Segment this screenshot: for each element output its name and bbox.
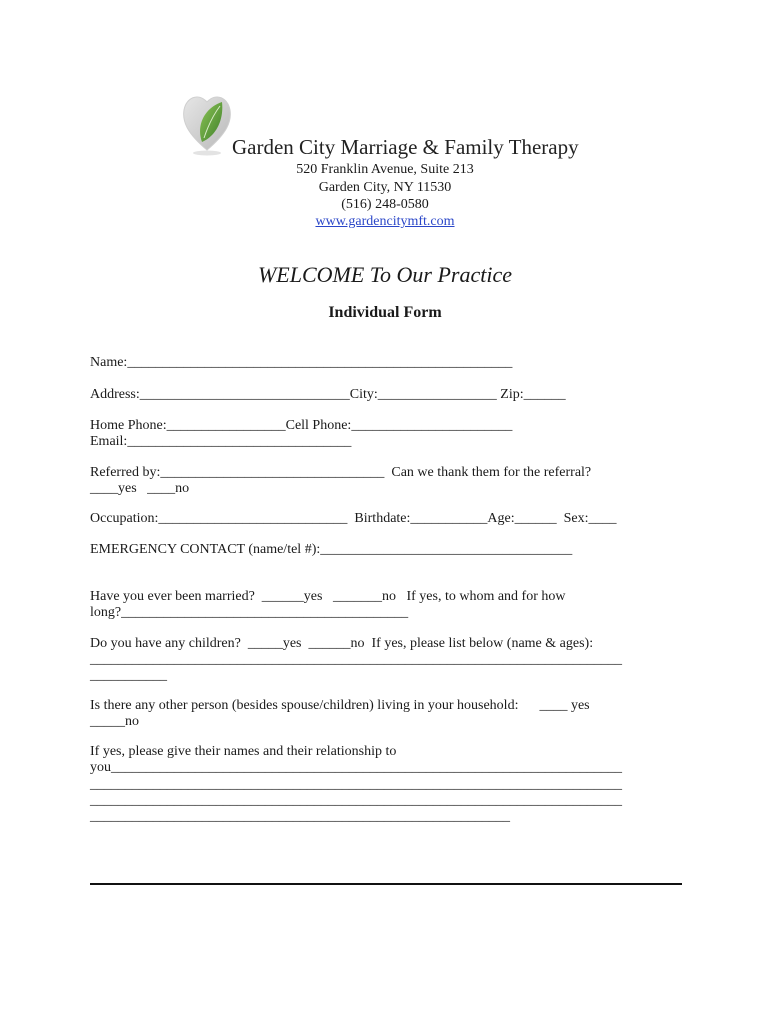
married-details-field[interactable]: long?_________________________________________: [90, 605, 409, 620]
household-names-line-1[interactable]: you_________________________________________________________________________: [90, 760, 622, 775]
emergency-contact-field[interactable]: EMERGENCY CONTACT (name/tel #):____________________________________: [90, 542, 573, 557]
section-divider: [90, 883, 682, 885]
household-names-prompt: If yes, please give their names and their relationship to: [90, 744, 397, 759]
household-names-line-3[interactable]: ____________________________________________________________________________: [90, 793, 622, 808]
form-subtitle: Individual Form: [328, 304, 442, 321]
address-city-zip-field[interactable]: Address:______________________________City:_________________ Zip:______: [90, 387, 566, 402]
practice-name: Garden City Marriage & Family Therapy: [232, 135, 579, 159]
occupation-birthdate-age-sex-field[interactable]: Occupation:___________________________ Birthdate:___________Age:______ Sex:____: [90, 511, 617, 526]
referral-thanks-options[interactable]: ____yes ____no: [90, 481, 190, 496]
address-line-1: 520 Franklin Avenue, Suite 213: [296, 162, 474, 177]
welcome-heading: WELCOME To Our Practice: [257, 262, 512, 287]
household-names-line-4[interactable]: ____________________________________________________________: [90, 809, 510, 824]
household-no-option[interactable]: _____no: [90, 714, 139, 729]
household-names-line-2[interactable]: ____________________________________________________________________________: [90, 777, 622, 792]
married-question[interactable]: Have you ever been married? ______yes _______no If yes, to whom and for how: [90, 589, 566, 604]
heart-leaf-logo-icon: [180, 90, 234, 158]
household-question[interactable]: Is there any other person (besides spouse/children) living in your household: ____ yes: [90, 698, 590, 713]
children-list-line-1[interactable]: ____________________________________________________________________________: [90, 652, 622, 667]
children-question[interactable]: Do you have any children? _____yes ______no If yes, please list below (name & ages):: [90, 636, 594, 651]
email-field[interactable]: Email:________________________________: [90, 434, 352, 449]
address-line-2: Garden City, NY 11530: [318, 180, 452, 195]
name-field[interactable]: Name:_______________________________________________________: [90, 355, 513, 370]
referred-by-field[interactable]: Referred by:________________________________ Can we thank them for the referral?: [90, 465, 592, 480]
phone-number: (516) 248-0580: [341, 197, 429, 212]
website-link[interactable]: www.gardencitymft.com: [315, 214, 455, 229]
children-list-line-2[interactable]: ___________: [90, 668, 167, 683]
phone-fields[interactable]: Home Phone:_________________Cell Phone:_______________________: [90, 418, 513, 433]
